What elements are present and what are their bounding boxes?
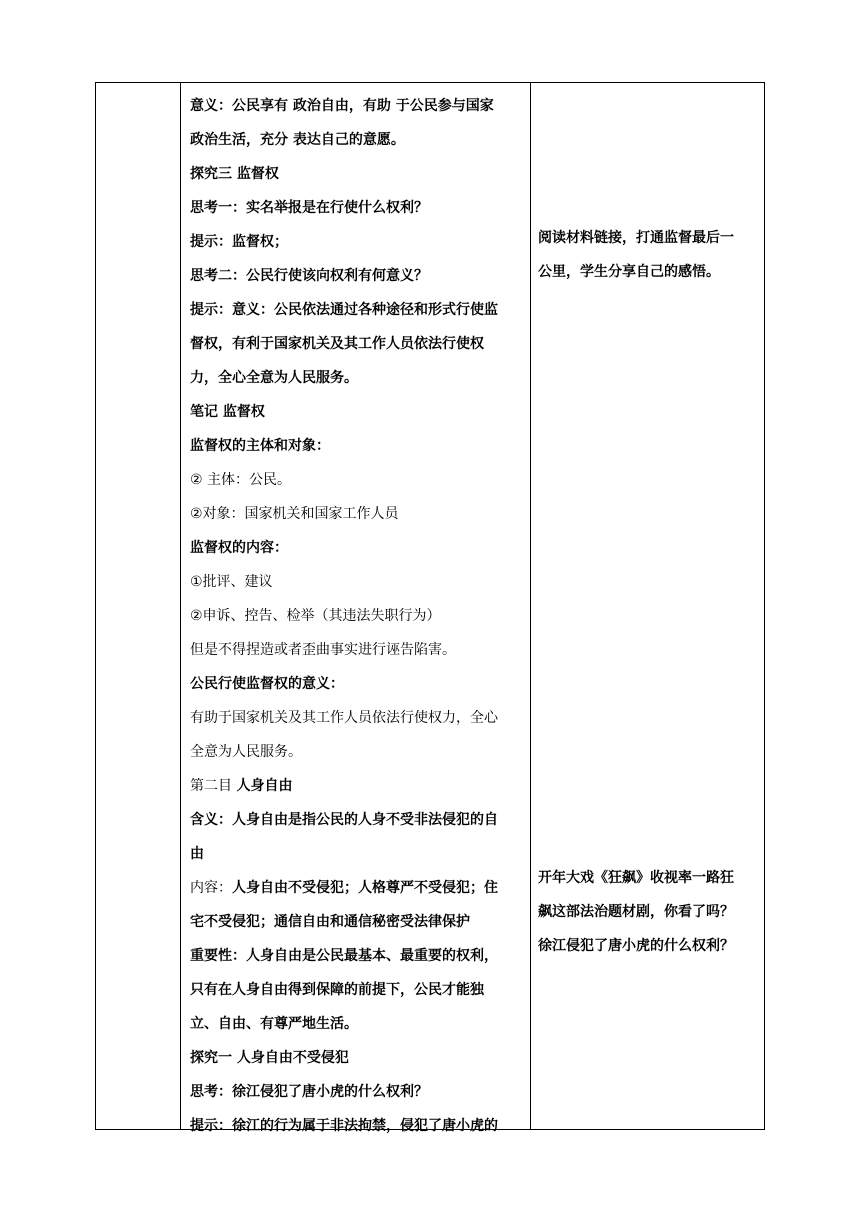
content-line-text: 但是不得捏造或者歪曲事实进行诬告陷害。 (190, 642, 456, 658)
content-line-text: ②申诉、控告、检举（其违法失职行为） (190, 608, 441, 624)
content-line-text: 重要性：人身自由是公民最基本、最重要的权利， (190, 948, 498, 964)
content-line-text: 立、自由、有尊严地生活。 (190, 1016, 358, 1032)
content-line (190, 837, 530, 871)
content-line-prefix: 内容： (190, 880, 232, 896)
content-line (190, 531, 530, 565)
activity-line: 开年大戏《狂飙》收视率一路狂 (538, 870, 734, 886)
content-line (190, 293, 530, 327)
content-line-text: 探究三 监督权 (190, 166, 279, 182)
column-divider (180, 83, 181, 1129)
content-line-text: 督权，有利于国家机关及其工作人员依法行使权 (190, 336, 484, 352)
content-line (190, 939, 530, 973)
content-line-text: 意义：公民享有 政治自由，有助 于公民参与国家 (190, 98, 494, 114)
content-line-text: 宅不受侵犯；通信自由和通信秘密受法律保护 (190, 914, 470, 930)
activity-line: 徐江侵犯了唐小虎的什么权利？ (538, 938, 734, 954)
content-line-text: 政治生活，充分 表达自己的意愿。 (190, 132, 405, 148)
content-line (190, 157, 530, 191)
content-line (190, 905, 530, 939)
content-line (190, 429, 530, 463)
content-line-text: 提示：监督权； (190, 234, 288, 250)
teaching-content-column (190, 89, 530, 1143)
content-line-text: ①批评、建议 (190, 574, 273, 590)
content-line-text: 提示：意义：公民依法通过各种途径和形式行使监 (190, 302, 498, 318)
content-line-text: 有助于国家机关及其工作人员依法行使权力，全心 (190, 710, 498, 726)
content-line-text: 含义：人身自由是指公民的人身不受非法侵犯的自 (190, 812, 498, 828)
activity-block-supervision (538, 221, 763, 289)
content-line (190, 667, 530, 701)
content-line-text: 监督权的内容： (190, 540, 288, 556)
content-line-text: 思考二：公民行使该向权利有何意义？ (190, 268, 428, 284)
content-line-text: 公民行使监督权的意义： (190, 676, 344, 692)
content-line-text: 由 (190, 846, 204, 862)
content-line-text: 思考一：实名举报是在行使什么权利？ (190, 200, 428, 216)
content-line-text: ②对象：国家机关和国家工作人员 (190, 506, 399, 522)
lesson-table (95, 82, 765, 1134)
content-line (190, 871, 530, 905)
content-line-text: 笔记 监督权 (190, 404, 265, 420)
content-line (190, 1109, 530, 1143)
content-line (190, 565, 530, 599)
content-line (190, 225, 530, 259)
content-line (190, 973, 530, 1007)
content-line-text: 监督权的主体和对象： (190, 438, 330, 454)
content-line (190, 327, 530, 361)
content-line (190, 1041, 530, 1075)
content-line (190, 803, 530, 837)
content-line (190, 769, 530, 803)
content-line-prefix: 第二目 (190, 778, 237, 794)
content-line (190, 599, 530, 633)
content-line-text: 探究一 人身自由不受侵犯 (190, 1050, 349, 1066)
column-divider (530, 83, 531, 1129)
content-line-text: 思考：徐江侵犯了唐小虎的什么权利？ (190, 1084, 428, 1100)
content-line (190, 497, 530, 531)
content-line-text: 力，全心全意为人民服务。 (190, 370, 358, 386)
content-line-text: 只有在人身自由得到保障的前提下，公民才能独 (190, 982, 484, 998)
content-line-text: 人身自由不受侵犯；人格尊严不受侵犯；住 (232, 880, 498, 896)
activity-line: 阅读材料链接，打通监督最后一 (538, 230, 734, 246)
content-line (190, 463, 530, 497)
content-line (190, 1075, 530, 1109)
activity-block-personal-freedom (538, 861, 763, 963)
content-line-text: 提示：徐江的行为属于非法拘禁，侵犯了唐小虎的 (190, 1118, 498, 1134)
content-line (190, 361, 530, 395)
content-line (190, 633, 530, 667)
content-line (190, 89, 530, 123)
content-line (190, 735, 530, 769)
content-line-text: ② 主体：公民。 (190, 472, 292, 488)
activity-line: 飙这部法治题材剧，你看了吗？ (538, 904, 734, 920)
content-line (190, 259, 530, 293)
content-line (190, 1007, 530, 1041)
content-line-text: 全意为人民服务。 (190, 744, 302, 760)
content-line-text: 人身自由 (236, 778, 293, 794)
activity-line: 公里，学生分享自己的感悟。 (538, 264, 720, 280)
content-line (190, 123, 530, 157)
content-line (190, 191, 530, 225)
content-line (190, 395, 530, 429)
content-line (190, 701, 530, 735)
